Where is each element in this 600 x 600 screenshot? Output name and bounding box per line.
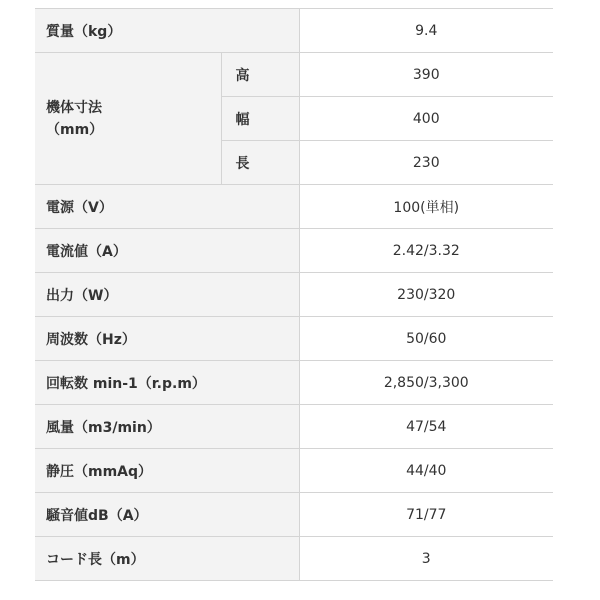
spec-label-dimensions — [35, 53, 221, 185]
spec-value-current: 2.42/3.32 — [299, 229, 553, 273]
spec-label-frequency: 周波数（Hz） — [35, 317, 299, 361]
spec-label-cord-length: コード長（m） — [35, 537, 299, 581]
spec-label-static-pressure: 静圧（mmAq） — [35, 449, 299, 493]
spec-row-noise — [35, 493, 553, 537]
spec-row-frequency — [35, 317, 553, 361]
spec-value-power-source: 100(単相) — [299, 185, 553, 229]
spec-value-rpm: 2,850/3,300 — [299, 361, 553, 405]
spec-label-weight: 質量（kg） — [35, 9, 299, 53]
spec-value-width: 400 — [299, 97, 553, 141]
spec-value-output: 230/320 — [299, 273, 553, 317]
spec-row-dimension-height — [35, 53, 553, 97]
spec-value-noise: 71/77 — [299, 493, 553, 537]
spec-sublabel-height: 高 — [221, 53, 299, 97]
spec-sublabel-width: 幅 — [221, 97, 299, 141]
spec-row-static-pressure — [35, 449, 553, 493]
spec-label-rpm: 回転数 min-1（r.p.m） — [35, 361, 299, 405]
spec-sublabel-length: 長 — [221, 141, 299, 185]
spec-label-output: 出力（W） — [35, 273, 299, 317]
spec-row-power-source — [35, 185, 553, 229]
spec-value-weight: 9.4 — [299, 9, 553, 53]
spec-value-static-pressure: 44/40 — [299, 449, 553, 493]
dimensions-label-line2: （mm） — [46, 121, 104, 138]
spec-row-current — [35, 229, 553, 273]
spec-value-length: 230 — [299, 141, 553, 185]
spec-value-cord-length: 3 — [299, 537, 553, 581]
spec-value-height: 390 — [299, 53, 553, 97]
spec-table — [35, 8, 553, 581]
spec-row-rpm — [35, 361, 553, 405]
dimensions-label-line1: 機体寸法 — [46, 99, 102, 116]
spec-label-current: 電流値（A） — [35, 229, 299, 273]
spec-value-airflow: 47/54 — [299, 405, 553, 449]
spec-row-output — [35, 273, 553, 317]
spec-label-airflow: 風量（m3/min） — [35, 405, 299, 449]
spec-row-weight — [35, 9, 553, 53]
spec-row-cord-length — [35, 537, 553, 581]
spec-value-frequency: 50/60 — [299, 317, 553, 361]
spec-label-power-source: 電源（V） — [35, 185, 299, 229]
spec-label-noise: 騒音値dB（A） — [35, 493, 299, 537]
spec-row-airflow — [35, 405, 553, 449]
